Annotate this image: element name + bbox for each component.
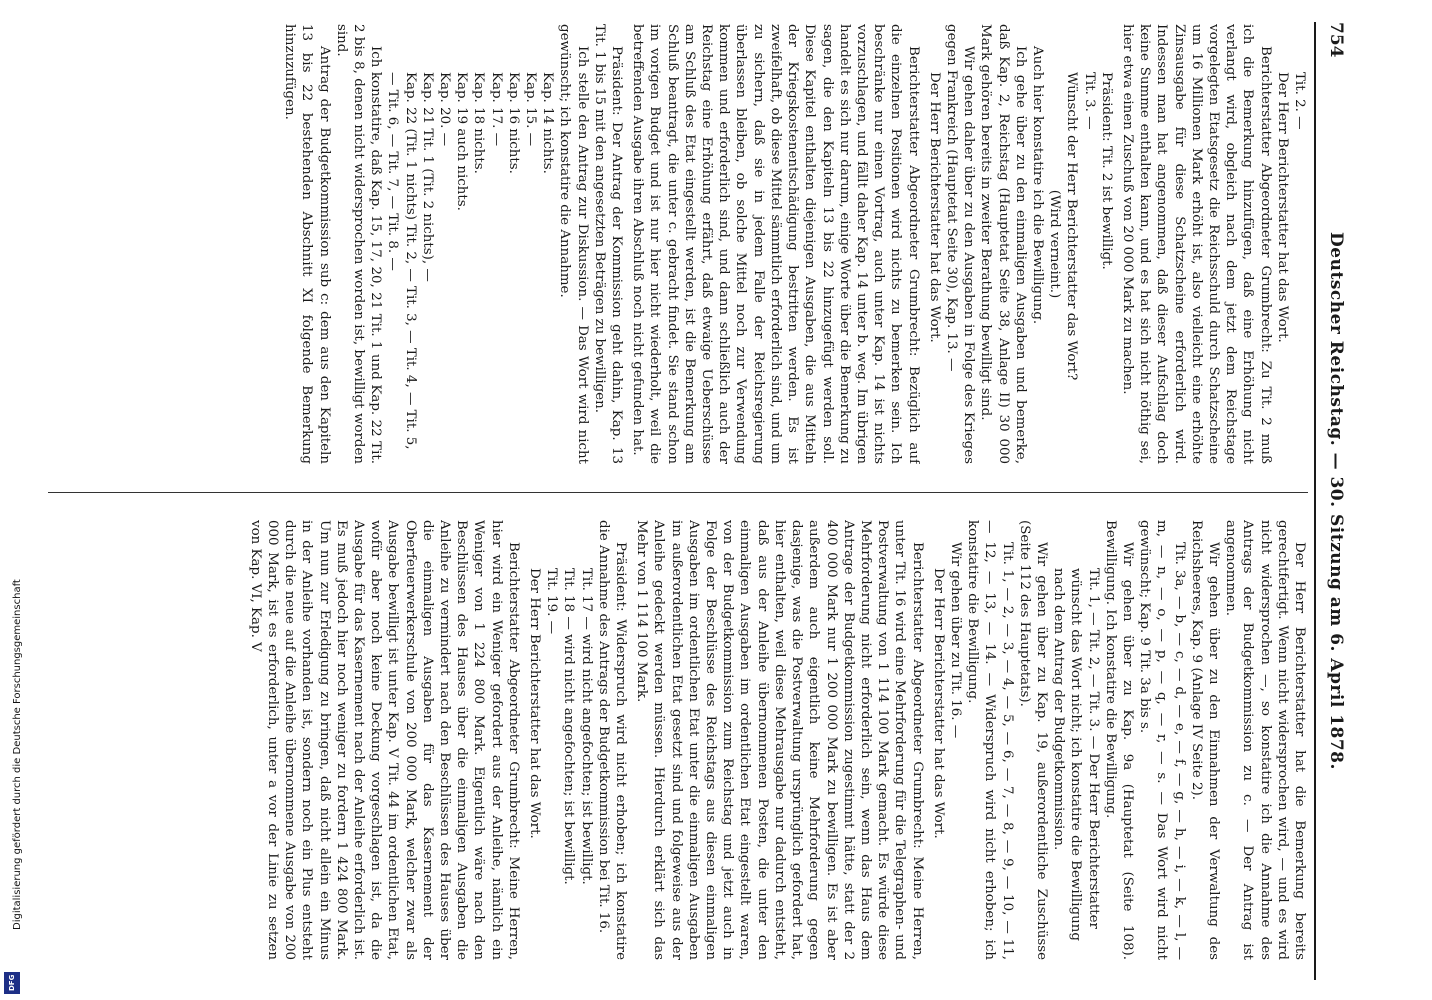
paragraph: Berichterstatter Abgeordneter Grumbrecht: Bezüglich auf die einzelnen Positionen wird nichts zu bemerken sein. Ich beschränke nur einen Vortrag, auch unter Kap. 14 ist nichts vorzuschlagen, und fällt daher Kap. 14 unter b. weg. Im übrigen handelt es sich nur darum, einige Worte über die Bemerkung zu sagen, die den Kapiteln 13 bis 22 hinzugefügt werden soll. Diese Kapitel enthalten diejenigen Ausgaben, die aus Mitteln der Kriegskostenentschädigung bestritten werden. Es ist zweifelhaft, ob diese Mittel sämmtlich erforderlich sind, und um zu sichern, daß sie in jedem Falle der Reichsregierung überlassen bleiben, ob solche Mittel noch zur Verwendung kommen und erforderlich sind, und dann schließlich auch der Reichstag eine Erhöhung erfährt, daß etwaige Ueberschüsse am Schluß des Etat eingestellt werden, ist die Bemerkung am Schluß beantragt, die unter c. gebracht findet. Sie stand schon im vorigen Budget und ist nur hier nicht wiederholt, weil die betreffenden Ausgabe ihren Abschluß noch nicht gefunden hat. xyxy=(630,24,921,464)
paragraph: Präsident: Tit. 2 ist bewilligt. xyxy=(1098,72,1114,270)
paragraph: Kap. 17. — xyxy=(488,72,504,147)
paragraph: Auch hier konstatire ich die Bewilligung. xyxy=(1029,46,1045,325)
paragraph: Kap. 20. — xyxy=(437,72,453,147)
paragraph: Tit. 3a, — b, — c, — d, — e, — f, — g, — h, — i, — k, — l, — m, — n, — o, — p, — q, — r, — s. — Das Wort wird nicht gewünscht; Kap. 9 Tit. 3a bis s. xyxy=(1137,520,1187,960)
paragraph: Wir gehen über zu den Einnahmen der Verwaltung des Reichsheeres, Kap. 9 (Anlage IV Seite 2). xyxy=(1188,520,1221,960)
paragraph: Kap. 21 Tit. 1 (Tit. 2 nichts), — xyxy=(419,72,435,282)
right-column xyxy=(33,520,1308,960)
paragraph: Präsident: Widerspruch wird nicht erhoben; ich konstatire die Annahme des Antrags der Budgetkommission bei Tit. 16. xyxy=(595,520,629,960)
paragraph: Antrag der Budgetkommission sub c: dem aus den Kapiteln 13 bis 22 bestehenden Abschnitt XI folgende Bemerkung hinzuzufügen. xyxy=(282,24,332,464)
left-column xyxy=(33,24,1308,464)
paragraph: Wünscht der Herr Berichterstatter das Wort? xyxy=(1064,72,1080,381)
paragraph: Kap. 19 auch nichts. xyxy=(454,72,470,211)
paragraph: Tit. 1, — Tit. 2, — Tit. 3. — Der Herr Berichterstatter wünscht das Wort nicht; ich konstatire die Bewilligung nach dem Antrag der Budgetkommission. xyxy=(1051,568,1101,941)
page-header xyxy=(1320,22,1350,980)
paragraph: Kap. 14 nichts. xyxy=(540,72,556,174)
dfg-logo-text: DFG xyxy=(8,974,16,992)
paragraph: Der Herr Berichterstatter hat das Wort. xyxy=(1274,72,1290,343)
paragraph: Berichterstatter Abgeordneter Grumbrecht: Zu Tit. 2 muß ich die Bemerkung hinzufügen, daß eine Erhöhung nicht verlangt wird, obgleich nach dem jetzt dem Reichstage vorgelegten Etatsgesetz die Reichsschuld durch Schatzscheine um 16 Millionen Mark erhöht ist, also vielleicht eine erhöhte Zinsausgabe für diese Schatzscheine erforderlich wird. Indessen man hat angenommen, daß dieser Aufschlag doch keine Summe enthalten kann, und es hat sich nicht nöthig sei, hier etwa einen Zuschuß von 20 000 Mark zu machen. xyxy=(1119,24,1273,464)
dfg-logo xyxy=(4,972,20,994)
paragraph: Der Herr Berichterstatter hat das Wort. xyxy=(930,568,946,839)
paragraph: Wir gehen über zu Tit. 16. — xyxy=(947,542,963,739)
paragraph: Tit. 18 — wird nicht angefochten; ist bewilligt. xyxy=(561,568,577,885)
page-title: Deutscher Reichstag. — 30. Sitzung am 6. April 1878. xyxy=(1326,232,1346,770)
paragraph: Kap. 18 nichts. xyxy=(471,72,487,174)
digitization-note-text: Digitalisierung gefördert durch die Deutsche Forschungsgemeinschaft xyxy=(12,579,23,930)
paragraph: Kap. 22 (Tit. 1 nichts) Tit. 2, — Tit. 3, — Tit. 4, — Tit. 5, — Tit. 6, — Tit. 7, — Tit. 8. — xyxy=(385,72,418,450)
paragraph: Wir gehen über zu Kap. 9a (Hauptetat (Seite 108). Bewilligung. Ich konstatire die Bewilligung. xyxy=(1102,520,1135,960)
paragraph: Berichterstatter Abgeordneter Grumbrecht: Meine Herren, hier wird ein Weniger gefordert aus der Anleihe, nämlich ein Weniger von 1 224 800 Mark. Eigentlich wäre nach den Beschlüssen des Hauses über die einmaligen Ausgaben die Anleihe zu vermindert nach den Beschlüssen des Hauses über die einmaligen Ausgaben für das Kasernement der Oberfeuerwerkerschule von 200 000 Mark, welcher zwar als Ausgabe bewilligt ist unter Kap. V Tit. 44 im ordentlichen Etat, wofür aber noch keine Deckung vorgeschlagen ist, da die Ausgabe für das Kasernement nach der Anleihe erforderlich ist. Es muß jedoch hier noch weniger zu fordern 1 424 800 Mark. Um nun zur Erledigung zu bringen, daß nicht allein ein Minus in der Anleihe vorhanden ist, sondern noch ein Plus entsteht durch die neue auf die Anleihe übernommene Ausgabe von 200 000 Mark, ist es erforderlich, unter a vor der Linie zu setzen von Kap. VI, Kap. V xyxy=(247,520,521,960)
paragraph: Ich gehe über zu den einmaligen Ausgaben und bemerke, daß Kap. 2, Reichstag (Hauptetat Seite 38, Anlage II) 30 000 Mark gehören bereits in zweiter Berathung bewilligt sind. xyxy=(978,24,1028,464)
paragraph: Der Herr Berichterstatter hat das Wort. xyxy=(527,568,543,839)
header-rule xyxy=(1314,22,1316,980)
paragraph: Tit. 2. — xyxy=(1292,72,1307,130)
paragraph: Berichterstatter Abgeordneter Grumbrecht: Meine Herren, unter Tit. 16 wird eine Mehrforderung für die Telegraphen- und Postverwaltung von 1 114 100 Mark gemacht. Es würde diese Mehrforderung nicht erforderlich sein, wenn das Haus dem Antrage der Budgetkommission zugestimmt hätte, statt der 2 400 000 Mark nur 1 200 000 Mark zu bewilligen. Es ist aber außerdem auch eigentlich keine Mehrforderung gegen dasjenige, was die Postverwaltung ursprünglich gefordert hat, hier enthalten, weil diese Mehrausgabe nur dadurch entsteht, daß aus der Anleihe übernommenen Posten, die unter den einmaligen Ausgaben im ordentlichen Etat eingestellt waren, von der Budgetkommission zum Reichstag und jetzt auch in Folge der Beschlüsse des Reichstags aus diesen einmaligen Ausgaben im ordentlichen Etat unter die einmaligen Ausgaben im außerordentlichen Etat gesetzt sind und folgeweise aus der Anleihe gedeckt werden müssen. Hierdurch erklärt sich das Mehr von 1 114 100 Mark. xyxy=(634,520,925,960)
digitization-note xyxy=(0,0,22,1000)
paragraph: Tit. 19. — xyxy=(544,568,560,635)
paragraph: Wir gehen daher über zu den Ausgaben in Folge des Krieges gegen Frankreich (Hauptetat Seite 30), Kap. 13. — xyxy=(943,24,977,464)
page-number: 754 xyxy=(1326,22,1346,58)
paragraph: Der Herr Berichterstatter hat die Bemerkung bereits gerechtfertigt. Wenn nicht widersprochen wird, — und es wird nicht widersprochen —, so konstatire ich die Annahme des Antrags der Budgetkommission zu c. — Der Antrag ist angenommen. xyxy=(1223,520,1307,960)
paragraph: Präsident: Der Antrag der Kommission geht dahin, Kap. 13 Tit. 1 bis 15 mit den angesetzten Beträgen zu bewilligen. xyxy=(591,24,625,464)
paragraph: Ich stelle den Antrag zur Diskussion. — Das Wort wird nicht gewünscht; ich konstatire die Annahme. xyxy=(557,24,590,464)
column-separator xyxy=(48,492,1308,493)
paragraph: (Wird verneint.) xyxy=(1047,189,1063,299)
paragraph: Tit. 3. — xyxy=(1081,72,1097,130)
paragraph: Tit. 17 — wird nicht angefochten; ist bewilligt. xyxy=(578,568,594,885)
paragraph: Tit. 1, — 2, — 3, — 4, — 5, — 6, — 7, — 8, — 9, — 10, — 11, — 12, — 13, — 14. — Widerspruch wird nicht erhoben; ich konstatire die Bewilligung. xyxy=(965,520,1015,960)
paragraph: Ich konstatire, daß Kap. 15, 17, 20, 21 Tit. 1 und Kap. 22 Tit. 2 bis 8, denen nicht widersprochen worden ist, bewilligt worden sind. xyxy=(333,24,384,464)
paragraph: Kap. 16 nichts. xyxy=(505,72,521,174)
paragraph: Der Herr Berichterstatter hat das Wort. xyxy=(926,72,942,343)
paragraph: Wir gehen über zu Kap. 19, außerordentliche Zuschüsse (Seite 112 des Hauptetats). xyxy=(1016,520,1049,960)
paragraph: Kap. 15. — xyxy=(523,72,539,147)
